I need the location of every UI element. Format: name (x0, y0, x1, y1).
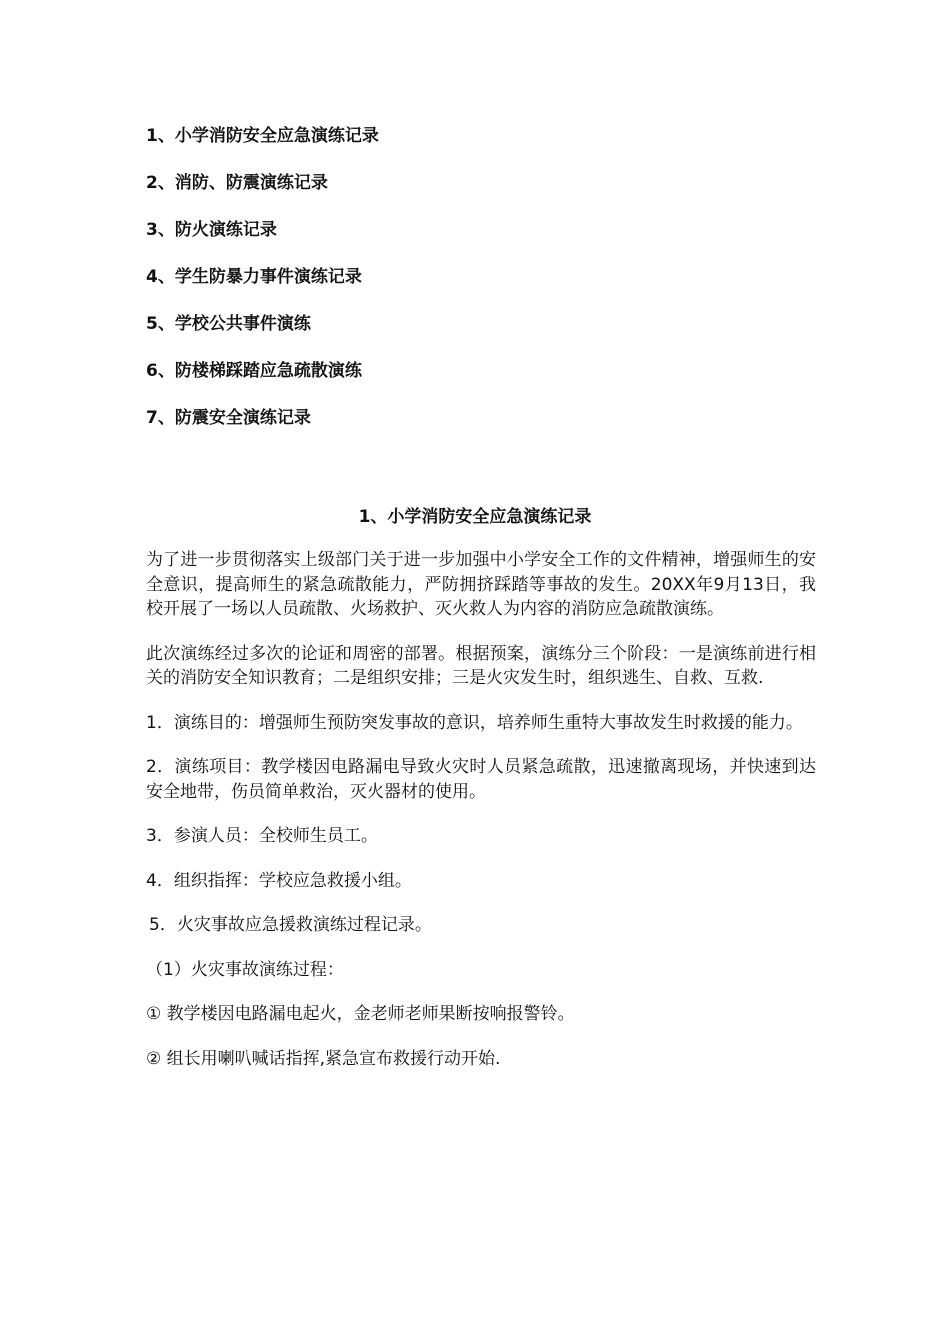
plan-paragraph: 此次演练经过多次的论证和周密的部署。根据预案，演练分三个阶段：一是演练前进行相关的消防安全知识教育；二是组织安排；三是火灾发生时，组织逃生、自救、互救. (146, 643, 816, 688)
toc-item: 5、学校公共事件演练 (146, 314, 311, 334)
purpose-paragraph: 1．演练目的：增强师生预防突发事故的意识，培养师生重特大事故发生时救援的能力。 (146, 712, 803, 733)
command-paragraph: 4．组织指挥：学校应急救援小组。 (146, 870, 412, 891)
section-title: 1、小学消防安全应急演练记录 (358, 507, 592, 527)
toc-item: 6、防楼梯踩踏应急疏散演练 (146, 361, 362, 381)
toc-item: 3、防火演练记录 (146, 220, 277, 240)
step-item: ① 教学楼因电路漏电起火，金老师老师果断按响报警铃。 (146, 1004, 575, 1024)
intro-paragraph: 为了进一步贯彻落实上级部门关于进一步加强中小学安全工作的文件精神，增强师生的安全意识，提高师生的紧急疏散能力，严防拥挤踩踏等事故的发生。20XX年9月13日，我校开展了一场以人员疏散、火场救护、灭火救人为内容的消防应急疏散演练。 (146, 550, 816, 619)
participants-paragraph: 3．参演人员：全校师生员工。 (146, 826, 378, 846)
table-of-contents (146, 124, 379, 453)
toc-item: 2、消防、防震演练记录 (146, 173, 328, 193)
project-paragraph: 2．演练项目：教学楼因电路漏电导致火灾时人员紧急疏散，迅速撤离现场，并快速到达安全地带，伤员简单救治，灭火器材的使用。 (146, 757, 816, 802)
step-item: ② 组长用喇叭喊话指挥,紧急宣布救援行动开始. (146, 1048, 501, 1069)
record-paragraph: 5．火灾事故应急援救演练过程记录。 (149, 915, 432, 935)
toc-item: 7、防震安全演练记录 (146, 408, 311, 428)
process-heading: （1）火灾事故演练过程： (146, 959, 344, 980)
document-body (146, 548, 816, 1091)
toc-item: 1、小学消防安全应急演练记录 (146, 126, 379, 146)
toc-item: 4、学生防暴力事件演练记录 (146, 267, 362, 287)
